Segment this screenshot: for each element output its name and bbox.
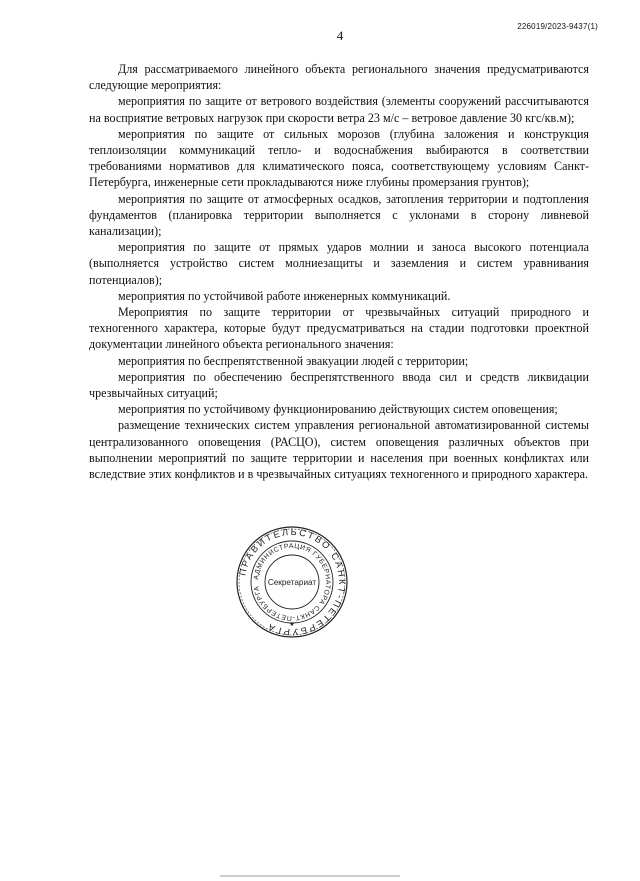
paragraph-engineering-stability: мероприятия по устойчивой работе инженерных коммуникаций. bbox=[118, 288, 451, 303]
registration-number: 226019/2023-9437(1) bbox=[517, 22, 598, 31]
paragraph-intro: Для рассматриваемого линейного объекта регионального значения предусматриваются следующие мероприятия: bbox=[89, 62, 589, 93]
paragraph-emergency-intro: Мероприятия по защите территории от чрезвычайных ситуаций природного и техногенного характера, которые будут предусматриваться на стадии подготовки проектной документации линейного объекта регионального значения: bbox=[89, 305, 589, 352]
seal-star-icon: ★ bbox=[289, 621, 295, 628]
official-seal-stamp bbox=[236, 526, 348, 638]
document-body bbox=[89, 61, 589, 482]
paragraph-precipitation-protection: мероприятия по защите от атмосферных осадков, затопления территории и подтопления фундаментов (планировка территории выполняется с уклонами в сторону ливневой канализации); bbox=[89, 191, 589, 239]
paragraph-forces-entry: мероприятия по обеспечению беспрепятственного ввода сил и средств ликвидации чрезвычайных ситуаций; bbox=[89, 369, 589, 401]
paragraph-lightning-protection: мероприятия по защите от прямых ударов молнии и заноса высокого потенциала (выполняется устройство систем молниезащиты и заземления и систем уравнивания потенциалов); bbox=[89, 240, 589, 287]
paragraph-rasco: размещение технических систем управления региональной автоматизированной системы централизованного оповещения (РАСЦО), систем оповещения различных объектов при выполнении мероприятий по защите территории и населения при военных конфликтах или вследствие этих конфликтов и в чрезвычайных ситуациях техногенного и природного характера. bbox=[89, 418, 589, 482]
page-number: 4 bbox=[336, 28, 344, 43]
seal-graphic bbox=[236, 526, 348, 638]
paragraph-wind-protection: мероприятия по защите от ветрового воздействия (элементы сооружений рассчитываются на восприятие ветровых нагрузок при скорости ветра 23 м/с – ветровое давление 30 кгс/кв.м); bbox=[89, 94, 589, 125]
scan-edge-mark bbox=[220, 875, 400, 877]
paragraph-evacuation: мероприятия по беспрепятственной эвакуации людей с территории; bbox=[118, 353, 469, 368]
paragraph-frost-protection: мероприятия по защите от сильных морозов (глубина заложения и конструкция теплоизоляции коммуникаций тепло- и водоснабжения выбираются в соответствии требованиями нормативов для климатического пояса, соответствующему условиям Санкт-Петербурга, инженерные сети прокладываются ниже глубины промерзания грунтов); bbox=[89, 126, 589, 190]
seal-inner-text: АДМИНИСТРАЦИЯ ГУБЕРНАТОРА САНКТ-ПЕТЕРБУРГА bbox=[253, 542, 332, 622]
seal-outer-text: ПРАВИТЕЛЬСТВО САНКТ-ПЕТЕРБУРГА bbox=[237, 526, 348, 638]
paragraph-warning-systems: мероприятия по устойчивому функционированию действующих систем оповещения; bbox=[118, 402, 558, 417]
seal-center-text: Секретариат bbox=[267, 578, 317, 587]
